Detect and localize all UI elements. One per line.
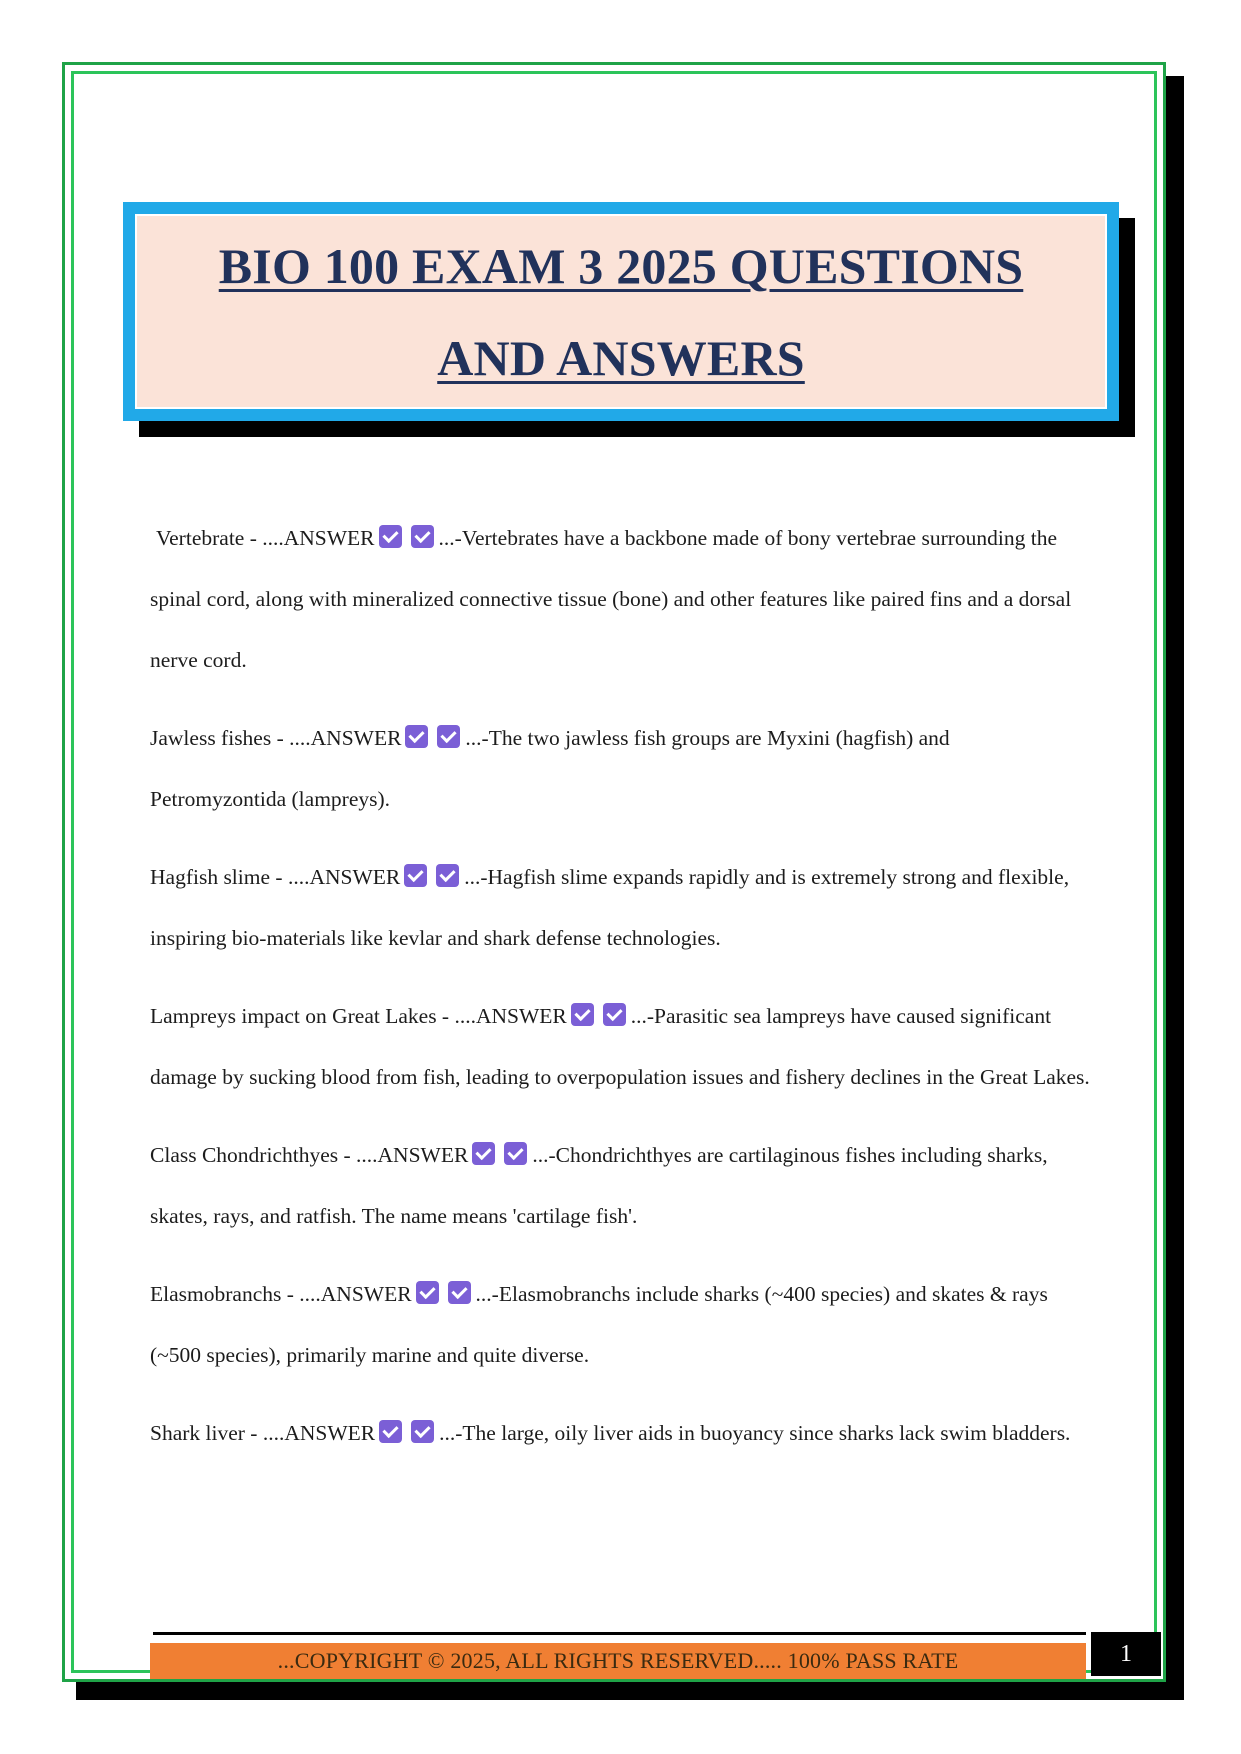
- qa-answer: Hagfish slime expands rapidly and is extremely strong and flexible, inspiring bio-materials like kevlar and shark defense technologies.: [150, 865, 1070, 950]
- answer-marker: ....ANSWER: [454, 1004, 567, 1028]
- checkbox-icon: [411, 1420, 434, 1443]
- answer-suffix: ...-: [532, 1143, 556, 1167]
- title-line-1: BIO 100 EXAM 3 2025 QUESTIONS: [218, 237, 1024, 294]
- checkbox-icon: [416, 1281, 439, 1304]
- answer-suffix: ...-: [475, 1282, 499, 1306]
- qa-answer: Vertebrates have a backbone made of bony vertebrae surrounding the spinal cord, along with mineralized connective tissue (bone) and other features like paired fins and a dorsal nerve cord.: [150, 526, 1072, 672]
- answer-marker: ....ANSWER: [262, 1421, 376, 1445]
- checkbox-icon: [404, 864, 427, 887]
- qa-term: Elasmobranchs -: [150, 1282, 300, 1306]
- qa-item-lampreys-great-lakes: [150, 986, 1090, 1108]
- qa-term: Jawless fishes -: [150, 726, 290, 750]
- checkbox-icon: [436, 864, 459, 887]
- qa-answer: The large, oily liver aids in buoyancy since sharks lack swim bladders.: [462, 1421, 1071, 1445]
- qa-term: Vertebrate -: [156, 526, 263, 550]
- checkbox-icon: [405, 725, 428, 748]
- title-line-2: AND ANSWERS: [437, 329, 805, 386]
- footer-copyright-bar: [150, 1643, 1086, 1679]
- qa-item-elasmobranchs: [150, 1264, 1090, 1386]
- qa-item-chondrichthyes: [150, 1125, 1090, 1247]
- answer-suffix: ...-: [438, 526, 462, 550]
- qa-term: Shark liver -: [150, 1421, 263, 1445]
- qa-term: Hagfish slime -: [150, 865, 288, 889]
- checkbox-icon: [437, 725, 460, 748]
- qa-item-jawless-fishes: [150, 708, 1090, 830]
- answer-marker: ....ANSWER: [356, 1143, 469, 1167]
- page-number: [1091, 1632, 1161, 1676]
- qa-item-vertebrate: [150, 508, 1090, 691]
- qa-item-shark-liver: [150, 1403, 1090, 1464]
- qa-answer: The two jawless fish groups are Myxini (hagfish) and Petromyzontida (lampreys).: [150, 726, 950, 811]
- checkbox-icon: [472, 1142, 495, 1165]
- qa-answer: Chondrichthyes are cartilaginous fishes including sharks, skates, rays, and ratfish. The name means 'cartilage fish'.: [150, 1143, 1048, 1228]
- checkbox-icon: [379, 1420, 402, 1443]
- answer-marker: ....ANSWER: [262, 526, 375, 550]
- checkbox-icon: [379, 525, 402, 548]
- qa-term: Class Chondrichthyes -: [150, 1143, 357, 1167]
- page-number-text: 1: [1120, 1640, 1132, 1667]
- answer-suffix: ...-: [439, 1421, 463, 1445]
- answer-marker: ....ANSWER: [289, 726, 402, 750]
- footer-copyright-text: ...COPYRIGHT © 2025, ALL RIGHTS RESERVED..... 100% PASS RATE: [277, 1648, 959, 1673]
- qa-list: [150, 508, 1090, 1481]
- checkbox-icon: [504, 1142, 527, 1165]
- answer-marker: ....ANSWER: [299, 1282, 412, 1306]
- answer-suffix: ...-: [464, 865, 488, 889]
- checkbox-icon: [448, 1281, 471, 1304]
- qa-answer: Parasitic sea lampreys have caused significant damage by sucking blood from fish, leading to overpopulation issues and fishery declines in the Great Lakes.: [150, 1004, 1090, 1089]
- qa-item-hagfish-slime: [150, 847, 1090, 969]
- qa-answer: Elasmobranchs include sharks (~400 species) and skates & rays (~500 species), primarily marine and quite diverse.: [150, 1282, 1048, 1367]
- answer-marker: ....ANSWER: [287, 865, 401, 889]
- qa-term: Lampreys impact on Great Lakes -: [150, 1004, 455, 1028]
- footer-divider: [153, 1632, 1086, 1635]
- checkbox-icon: [411, 525, 434, 548]
- checkbox-icon: [603, 1003, 626, 1026]
- answer-suffix: ...-: [630, 1004, 655, 1028]
- title-box: [123, 202, 1119, 421]
- checkbox-icon: [571, 1003, 594, 1026]
- answer-suffix: ...-: [465, 726, 489, 750]
- title-inner: [135, 214, 1107, 409]
